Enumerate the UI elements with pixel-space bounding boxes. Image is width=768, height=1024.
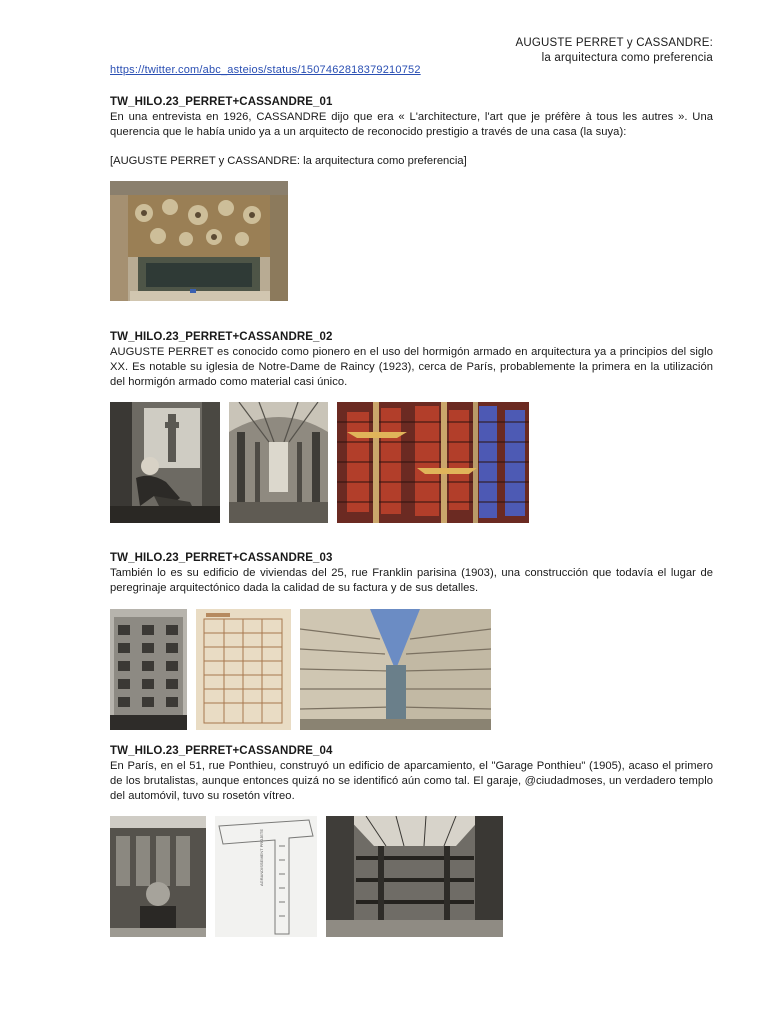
section-text: También lo es su edificio de viviendas del 25, rue Franklin parisina (1903), una construcción que todavía el lugar de peregrinaje arquitectónico dada la calidad de su factura y de sus detalles. (110, 567, 713, 594)
photo-rue-franklin-drawing (196, 609, 291, 730)
section-quote: [AUGUSTE PERRET y CASSANDRE: la arquitectura como preferencia] (110, 154, 467, 167)
section-02 (110, 330, 713, 389)
section-title: TW_HILO.23_PERRET+CASSANDRE_03 (110, 552, 333, 564)
photo-perret-portrait (110, 402, 220, 523)
section-text: AUGUSTE PERRET es conocido como pionero en el uso del hormigón armado en arquitectura ya a principios del siglo XX. Es notable su iglesia de Notre-Dame de Raincy (1923), cerca de París, probablemente la primera en la utilización del hormigón armado como material casi único. (110, 346, 713, 388)
section-04 (110, 744, 713, 803)
plan-label: AGRANDISSEMENT PROJETE (259, 828, 264, 886)
photo-garage-ponthieu-plan (215, 816, 317, 937)
header-title-line2: la arquitectura como preferencia (541, 52, 713, 64)
twitter-link[interactable]: https://twitter.com/abc_asteios/status/1507462818379210752 (110, 64, 421, 76)
section-title: TW_HILO.23_PERRET+CASSANDRE_01 (110, 96, 333, 108)
photo-rue-franklin-courtyard-color (300, 609, 491, 730)
section-title: TW_HILO.23_PERRET+CASSANDRE_02 (110, 331, 333, 343)
document-header (515, 36, 713, 66)
header-title-line1: AUGUSTE PERRET y CASSANDRE: (515, 37, 713, 49)
section-title: TW_HILO.23_PERRET+CASSANDRE_04 (110, 745, 333, 757)
photo-cassandre-house-mosaic (110, 181, 288, 301)
photo-rue-franklin-facade-bw (110, 609, 187, 730)
section-text: En una entrevista en 1926, CASSANDRE dijo que era « L'architecture, l'art que je préfère à tous les autres ». Una querencia que le había unido ya a un arquitecto de reconocido prestigio a través de una casa (la suya): (110, 111, 713, 138)
section-01 (110, 95, 713, 168)
photo-garage-ponthieu-facade-bw (110, 816, 206, 937)
section-03 (110, 551, 713, 596)
photo-church-interior-bw (229, 402, 328, 523)
photo-garage-ponthieu-interior-bw (326, 816, 503, 937)
section-text: En París, en el 51, rue Ponthieu, construyó un edificio de aparcamiento, el "Garage Ponthieu" (1905), acaso el primero de los brutalistas, aunque entonces quizá no se identificó aún como tal. El garaje, @ciudadmoses, un verdadero templo del automóvil, tuvo su rosetón vítreo. (110, 760, 713, 802)
photo-notre-dame-raincy-color (337, 402, 529, 523)
